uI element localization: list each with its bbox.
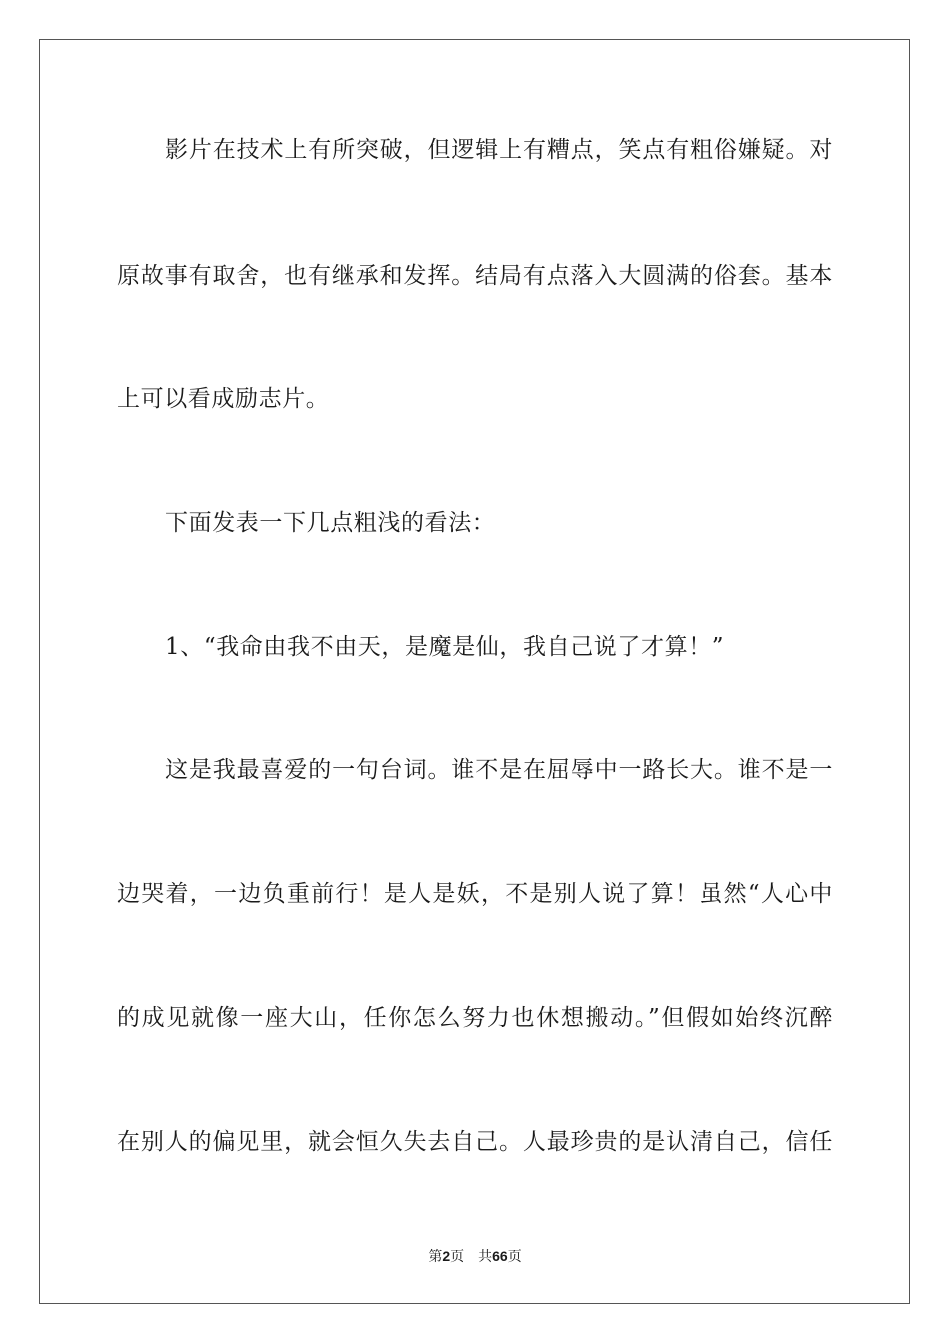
text-line-3: 上可以看成励志片。 [117,386,330,412]
text-line-2: 原故事有取舍，也有继承和发挥。结局有点落入大圆满的俗套。基本 [117,263,833,289]
text-line-1: 影片在技术上有所突破，但逻辑上有糟点，笑点有粗俗嫌疑。对 [165,137,833,163]
text-line-4: 下面发表一下几点粗浅的看法： [165,510,496,536]
text-line-8: 的成见就像一座大山，任你怎么努力也休想搬动。”但假如始终沉醉 [117,1005,833,1031]
text-line-9: 在别人的偏见里，就会恒久失去自己。人最珍贵的是认清自己，信任 [117,1129,833,1155]
page-footer [0,1246,950,1267]
footer-total-prefix: 共 [478,1249,493,1265]
footer-total-suffix: 页 [507,1249,522,1265]
footer-page-total: 66 [492,1248,508,1264]
footer-page-current: 2 [442,1248,451,1264]
footer-page-suffix: 页 [450,1249,465,1265]
text-line-7: 边哭着，一边负重前行！是人是妖，不是别人说了算！虽然“人心中 [117,881,833,907]
text-line-6: 这是我最喜爱的一句台词。谁不是在屈辱中一路长大。谁不是一 [165,757,833,783]
text-line-5: 1、“我命由我不由天，是魔是仙，我自己说了才算！” [165,634,725,660]
footer-page-prefix: 第 [428,1249,443,1265]
page-border [39,39,910,1304]
